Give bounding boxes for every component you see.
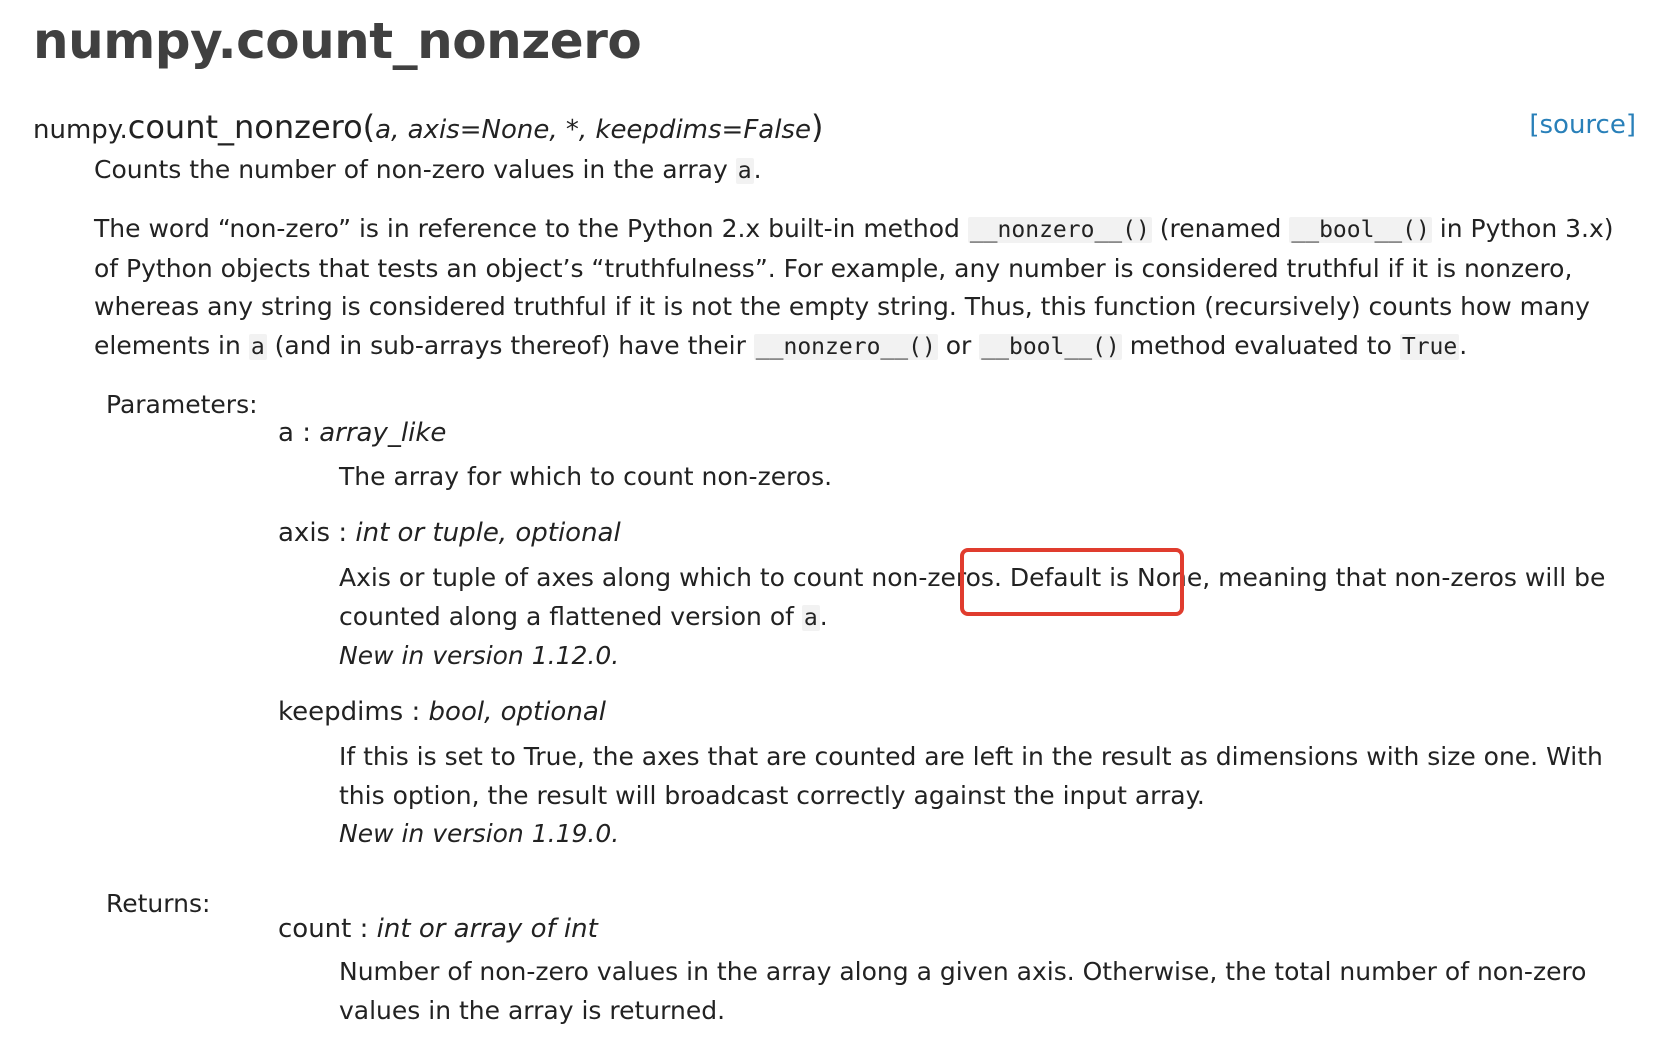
return-count-header xyxy=(278,914,598,944)
inline-code: a xyxy=(250,333,265,360)
param-name: count xyxy=(278,914,352,944)
inline-code: a xyxy=(803,604,818,631)
source-link[interactable]: [source] xyxy=(1529,110,1636,140)
extended-description xyxy=(94,210,1634,366)
parameters-label: Parameters: xyxy=(106,390,258,419)
param-name: a xyxy=(278,418,294,448)
summary-paragraph xyxy=(94,155,762,184)
version-note: New in version 1.19.0. xyxy=(339,819,620,848)
param-axis-header xyxy=(278,518,621,548)
param-separator: : xyxy=(351,914,377,944)
inline-code: __nonzero__() xyxy=(755,333,936,360)
function-signature xyxy=(33,108,823,146)
inline-code: __bool__() xyxy=(1291,217,1430,243)
param-separator: : xyxy=(330,518,356,548)
extended-text: . xyxy=(1459,330,1468,360)
extended-text: (renamed xyxy=(1151,214,1290,243)
param-a-header xyxy=(278,418,446,448)
extended-text: The word “non-zero” is in reference to the Python 2.x built-in method xyxy=(94,214,968,243)
param-type: int or tuple, optional xyxy=(355,518,621,548)
highlight-annotation-box xyxy=(960,548,1184,616)
param-keepdims-header xyxy=(278,697,606,727)
param-a-description: The array for which to count non-zeros. xyxy=(339,462,833,491)
extended-text: (and in sub-arrays thereof) have their xyxy=(266,330,754,360)
page-title: numpy.count_nonzero xyxy=(33,12,642,70)
param-desc-text: If this is set to True, the axes that are counted are left in the result as dimensions with size one. With this option, the result will broadcast correctly against the input array. xyxy=(339,742,1603,810)
param-name: keepdims xyxy=(278,697,404,727)
param-separator: : xyxy=(293,418,320,448)
extended-text: method evaluated to xyxy=(1121,330,1400,360)
param-name: axis xyxy=(278,518,331,548)
inline-code: __nonzero__() xyxy=(969,217,1150,243)
inline-code: True xyxy=(1401,333,1458,360)
inline-code: a xyxy=(737,158,752,184)
summary-text-end: . xyxy=(753,155,762,184)
param-type: int or array of int xyxy=(376,914,598,944)
returns-label: Returns: xyxy=(106,889,211,918)
version-note: New in version 1.12.0. xyxy=(339,641,620,670)
return-count-description: Number of non-zero values in the array along a given axis. Otherwise, the total number of non-zero values in the array is returned. xyxy=(339,957,1587,1025)
extended-text: or xyxy=(937,330,980,360)
extended-text: in Python 3.x) of Python objects that tests an object’s “truthfulness”. For example, any number is considered truthful if it is nonzero, whereas any string is considered truthful if it is not the empty string. Thus, this function (recursively) counts how many elements in xyxy=(94,214,1614,360)
param-keepdims-description xyxy=(339,738,1639,854)
summary-text: Counts the number of non-zero values in the array xyxy=(94,155,736,184)
signature-module-prefix: numpy. xyxy=(33,115,128,145)
param-separator: : xyxy=(403,697,429,727)
signature-params: a, axis=None, *, keepdims=False xyxy=(375,115,811,145)
param-desc-text: Axis or tuple of axes along which to count non-zeros. Default is None, meaning that non-zeros will be counted along a flattened version of xyxy=(339,563,1606,631)
param-desc-text-end: . xyxy=(819,601,828,631)
signature-close-paren: ) xyxy=(810,108,824,146)
signature-function-name: count_nonzero xyxy=(127,108,363,146)
param-type: bool, optional xyxy=(428,697,606,727)
inline-code: __bool__() xyxy=(981,333,1120,360)
param-type: array_like xyxy=(319,418,447,448)
signature-open-paren: ( xyxy=(362,108,376,146)
